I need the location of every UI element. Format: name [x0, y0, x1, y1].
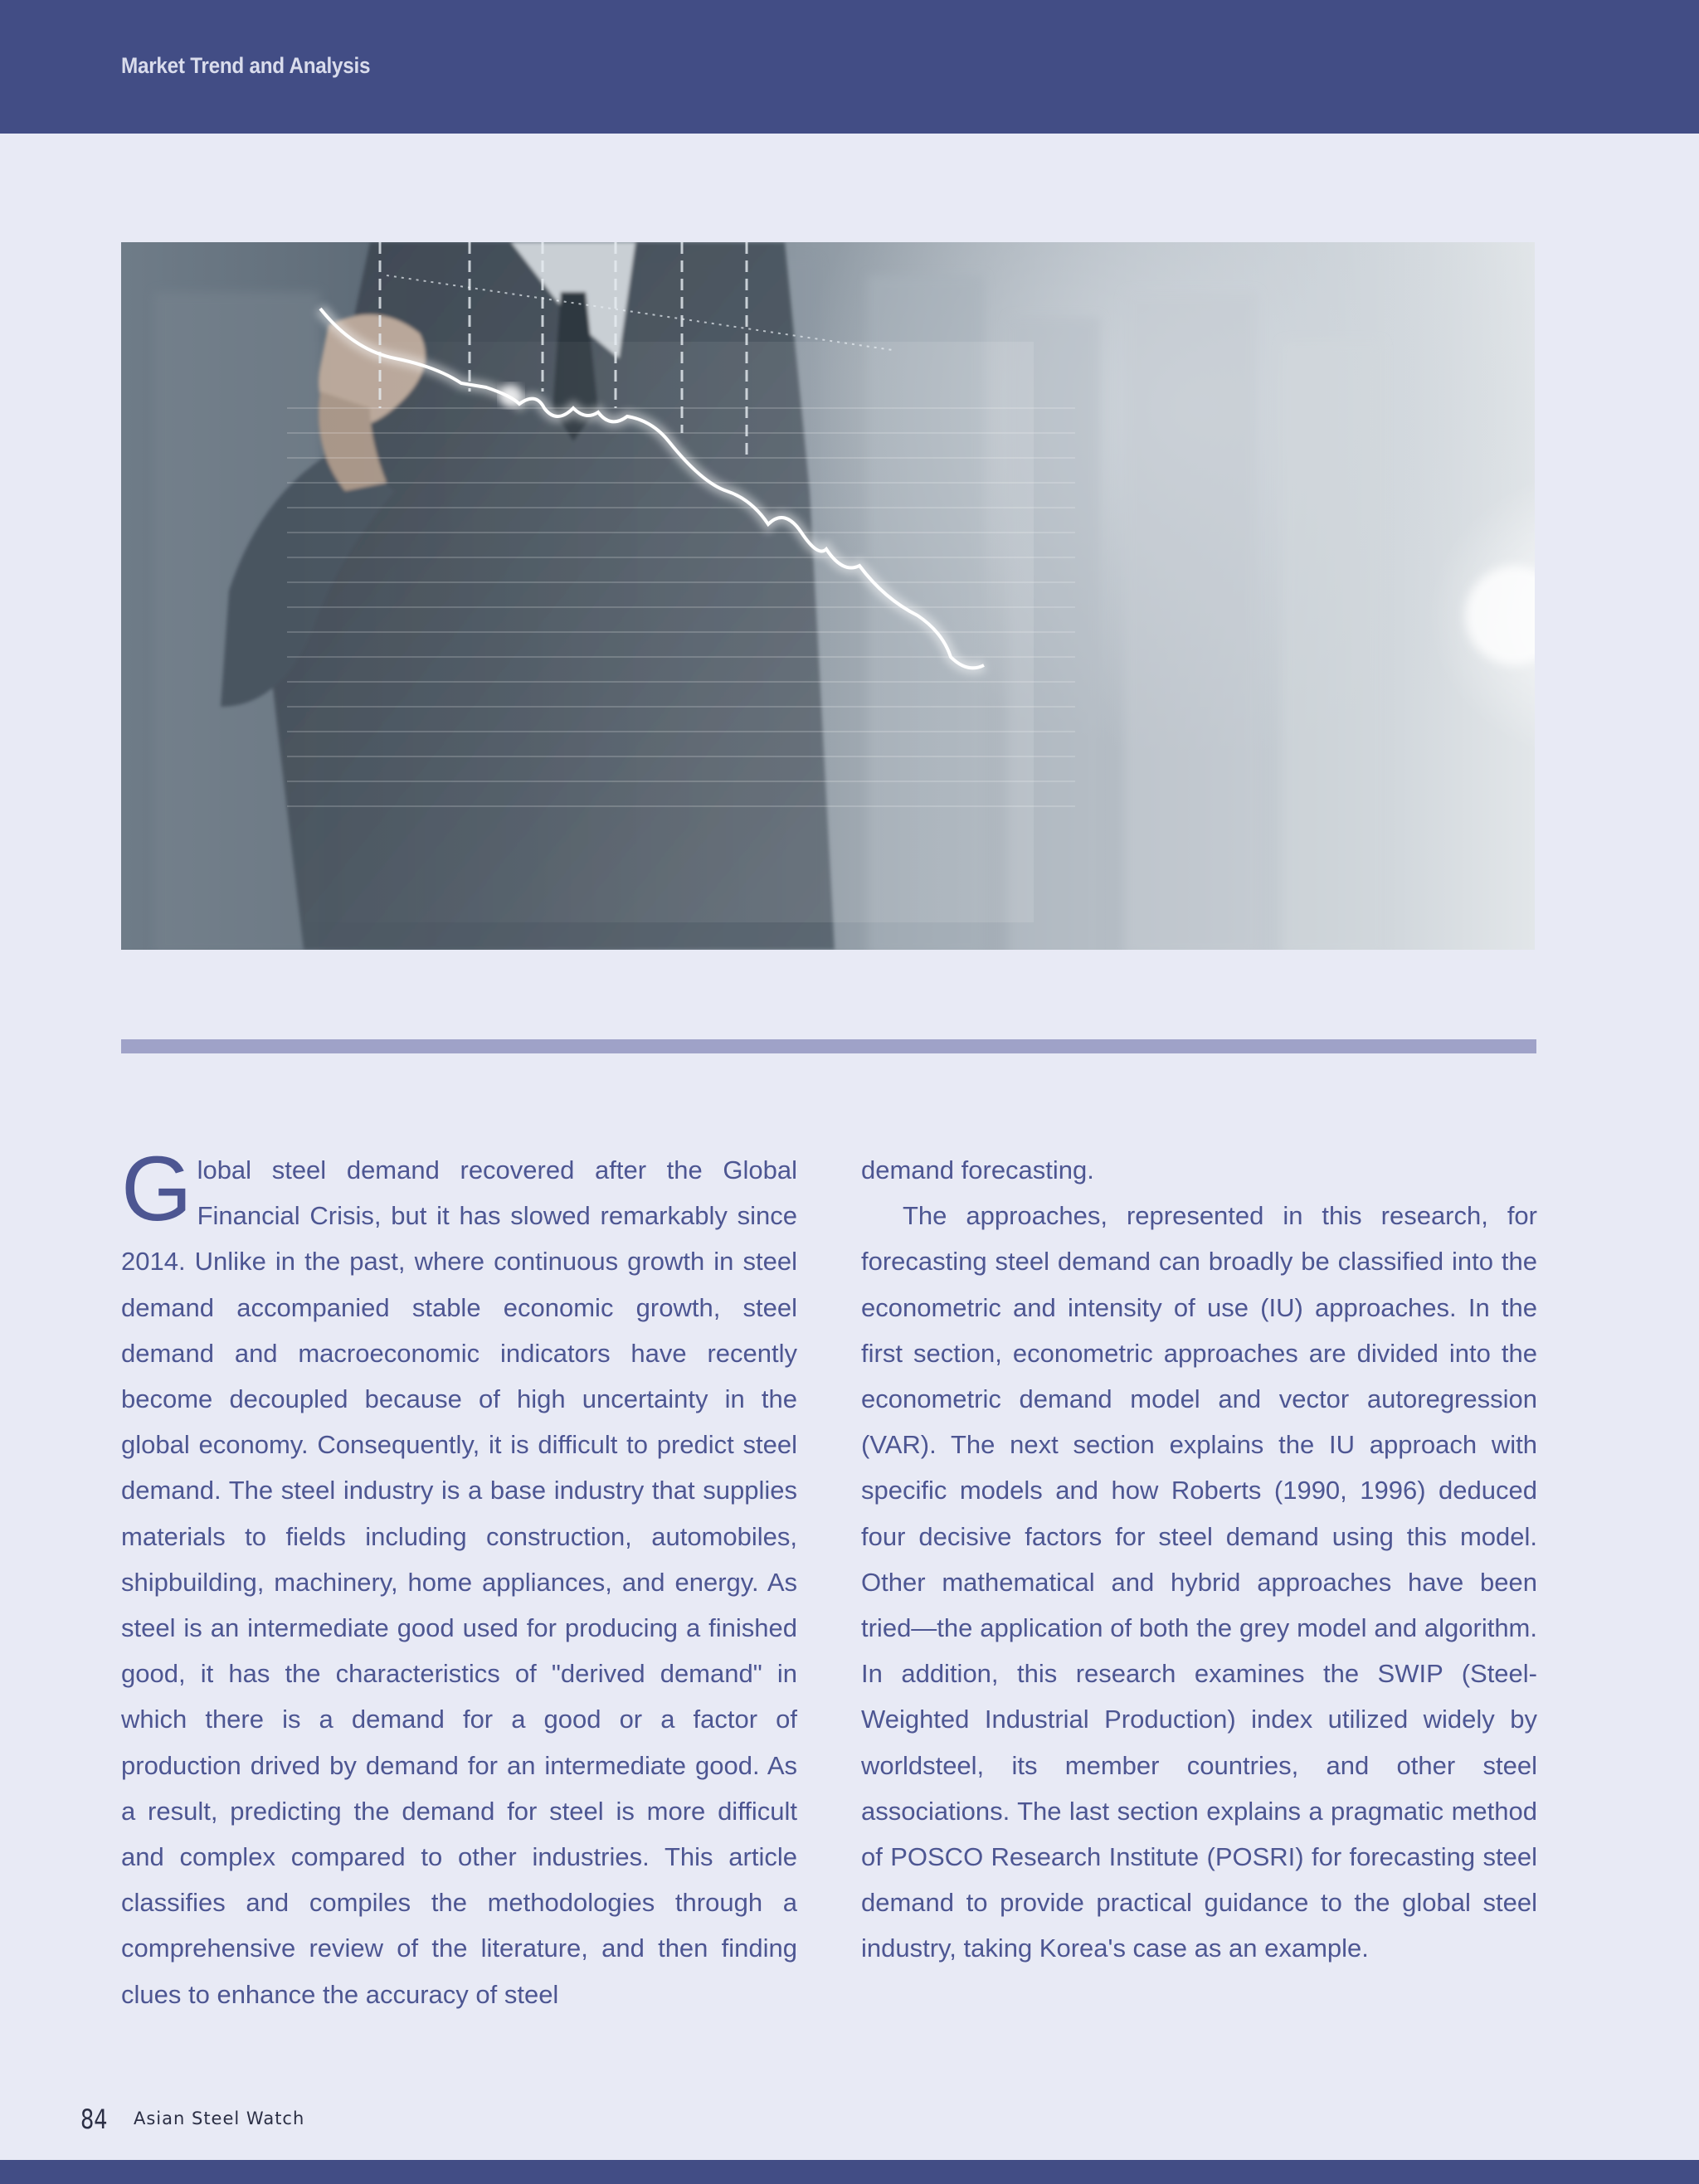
article-paragraph-approaches: The approaches, represented in this research, for forecasting steel demand can broadly be classified into the econometric and intensity of use (IU) approaches. In the first section, econometric approaches are divided into the econometric demand model and vector autoregression (VAR). The next section explains the IU approach with specific models and how Roberts (1990, 1996) deduced four decisive factors for steel demand using this model. Other mathematical and hybrid approaches have been tried—the application of both the grey model and algorithm. In addition, this research examines the SWIP (Steel-Weighted Industrial Production) index utilized widely by worldsteel, its member countries, and other steel associations. The last section explains a pragmatic method of POSCO Research Institute (POSRI) for forecasting steel demand to provide practical guidance to the global steel industry, taking Korea's case as an example. [861, 1201, 1537, 1963]
business-chart-photo-icon [121, 242, 1535, 950]
section-divider [121, 1039, 1536, 1053]
article-continuation: demand forecasting. [861, 1155, 1094, 1184]
drop-cap: G [121, 1138, 192, 1240]
footer-band [0, 2160, 1699, 2184]
article-column-left [121, 1138, 797, 2017]
article-intro-text: lobal steel demand recovered after the Global Financial Crisis, but it has slowed remarkably since 2014. Unlike in the past, where continuous growth in steel demand accompanied stable economic growth, steel demand and macroeconomic indicators have recently become decoupled because of high uncertainty in the global economy. Consequently, it is difficult to predict steel demand. The steel industry is a base industry that supplies materials to fields including construction, automobiles, shipbuilding, machinery, home appliances, and energy. As steel is an intermediate good used for producing a finished good, it has the characteristics of "derived demand" in which there is a demand for a good or a factor of production drived by demand for an intermediate good. As a result, predicting the demand for steel is more difficult and complex compared to other industries. This article classifies and compiles the methodologies through a comprehensive review of the literature, and then finding clues to enhance the accuracy of steel [121, 1155, 797, 2009]
publication-name: Asian Steel Watch [134, 2109, 305, 2128]
page-number: 84 [80, 2104, 108, 2135]
article-paragraph-intro [121, 1138, 797, 2017]
article-column-right [861, 1147, 1537, 1972]
hero-image [121, 242, 1535, 950]
section-title: Market Trend and Analysis [121, 53, 371, 78]
